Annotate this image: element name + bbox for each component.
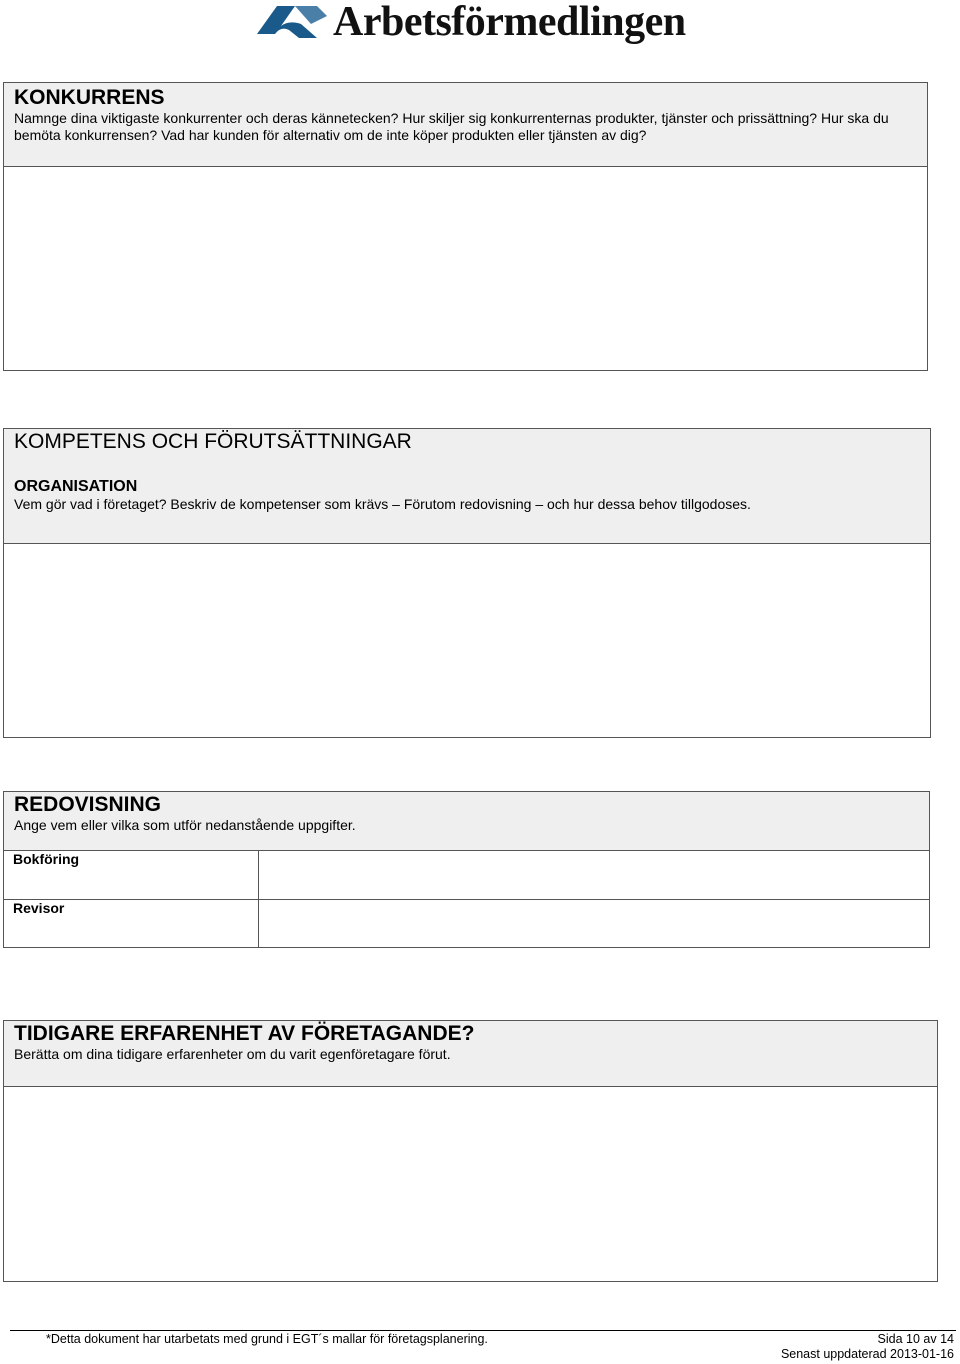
organisation-question: Vem gör vad i företaget? Beskriv de kompetenser som krävs – Förutom redovisning – och hur dessa behov tillgodoses.: [14, 496, 751, 512]
footer-note: *Detta dokument har utarbetats med grund i EGT´s mallar för företagsplanering.: [46, 1332, 488, 1346]
konkurrens-answer-field[interactable]: [3, 166, 928, 371]
redovisning-header: [3, 791, 930, 851]
redovisning-table: [3, 850, 930, 948]
konkurrens-question-line1: Namnge dina viktigaste konkurrenter och deras kännetecken? Hur skiljer sig konkurrenternas produkter, tjänster och prissättning? Hur ska du: [14, 110, 889, 126]
kompetens-title: KOMPETENS OCH FÖRUTSÄTTNINGAR: [14, 430, 412, 453]
footer-divider: [10, 1330, 956, 1331]
last-updated: Senast uppdaterad 2013-01-16: [780, 1347, 954, 1361]
kompetens-header: [3, 428, 931, 544]
logo: [255, 0, 695, 52]
erfarenhet-description: Berätta om dina tidigare erfarenheter om du varit egenföretagare förut.: [14, 1046, 451, 1062]
erfarenhet-header: [3, 1020, 938, 1087]
bokforing-input[interactable]: [259, 851, 929, 899]
erfarenhet-title: TIDIGARE ERFARENHET AV FÖRETAGANDE?: [14, 1022, 475, 1045]
arbetsformedlingen-logo-icon: [255, 2, 329, 42]
bokforing-label: Bokföring: [13, 851, 80, 867]
revisor-label: Revisor: [13, 900, 65, 916]
kompetens-answer-field[interactable]: [3, 543, 931, 738]
page-number: Sida 10 av 14: [877, 1332, 954, 1346]
redovisning-title: REDOVISNING: [14, 793, 162, 816]
konkurrens-header: [3, 82, 928, 167]
konkurrens-question-line2: bemöta konkurrensen? Vad har kunden för alternativ om de inte köper produkten eller tjänsten av dig?: [14, 127, 647, 143]
revisor-input[interactable]: [259, 900, 929, 947]
erfarenhet-answer-field[interactable]: [3, 1086, 938, 1282]
konkurrens-title: KONKURRENS: [14, 86, 165, 109]
organisation-subtitle: ORGANISATION: [14, 478, 138, 495]
logo-text: Arbetsförmedlingen: [333, 0, 686, 45]
redovisning-description: Ange vem eller vilka som utför nedanstående uppgifter.: [14, 817, 356, 833]
